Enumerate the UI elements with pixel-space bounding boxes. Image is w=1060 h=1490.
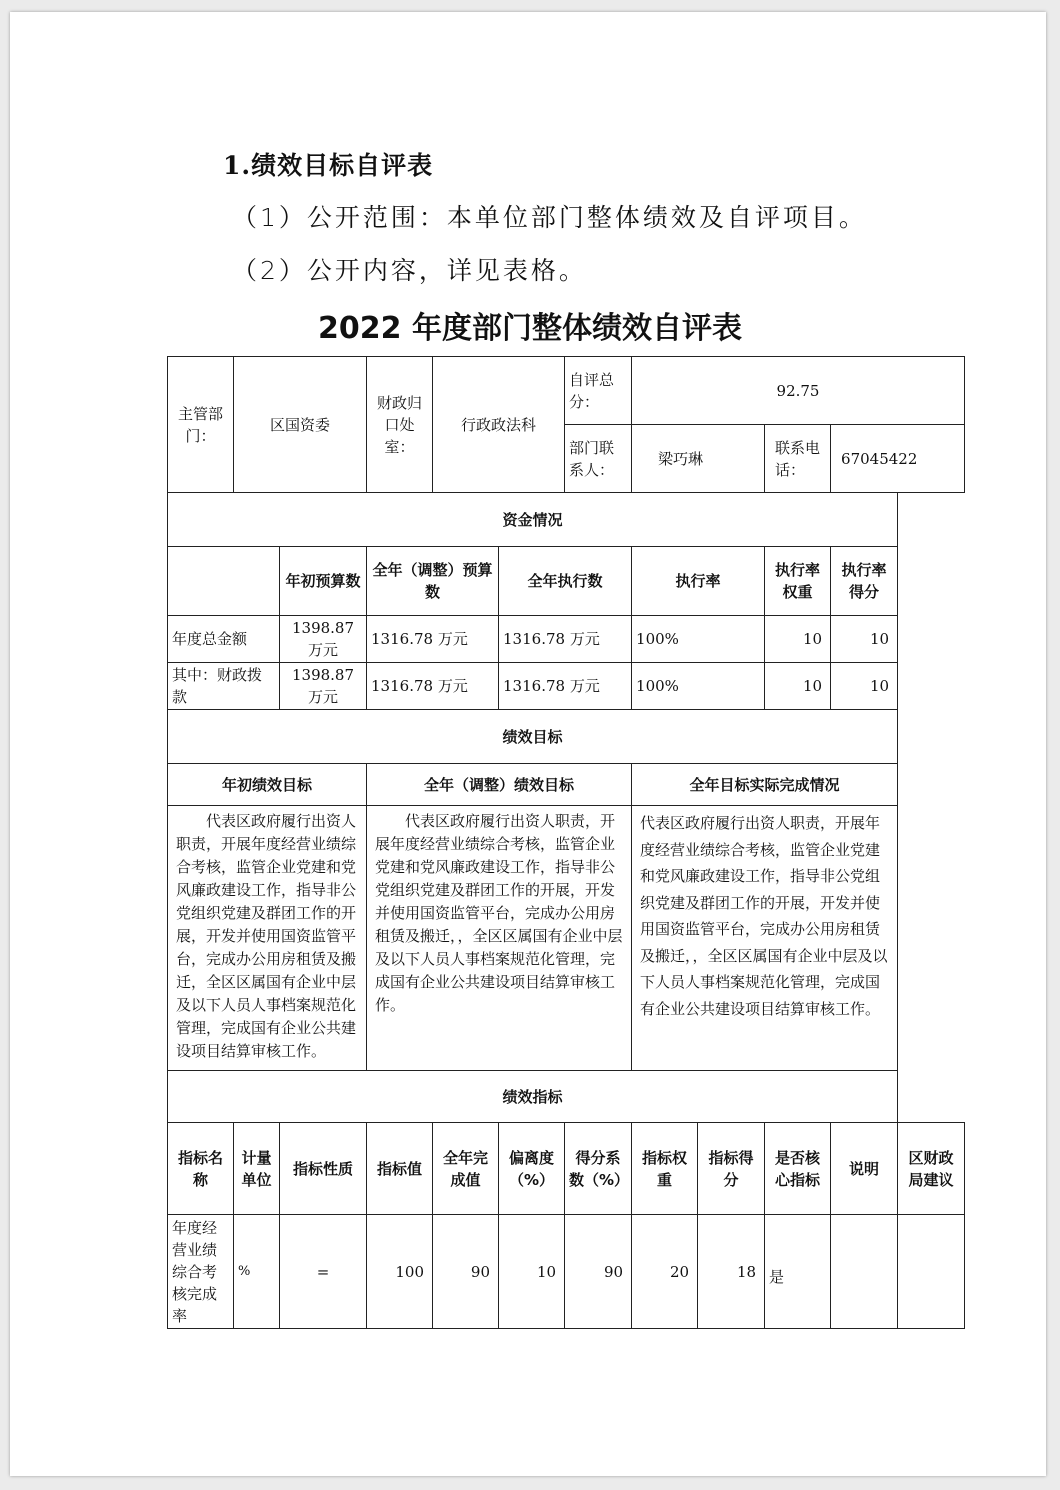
finance-office-value-cell: 行政政法科	[433, 357, 565, 493]
ind-row-nature: =	[280, 1215, 367, 1329]
ind-col-value: 指标值	[367, 1123, 433, 1215]
funds-row-initial: 1398.87 万元	[280, 616, 367, 663]
dept-value-cell: 区国资委	[234, 357, 367, 493]
ind-col-note: 说明	[831, 1123, 898, 1215]
score-label-cell: 自评总分：	[565, 357, 632, 425]
goals-col-initial: 年初绩效目标	[168, 764, 367, 806]
funds-row-weight: 10	[765, 616, 831, 663]
actual-completion-text: 代表区政府履行出资人职责，开展年度经营业绩综合考核，监管企业党建和党风廉政建设工作，指导非公党组织党建及群团工作的开展，开发并使用国资监管平台，完成办公用房租赁及搬迁，，全区区属国有企业中层及以下人员人事档案规范化管理，完成国有企业公共建设项目结算审核工作。	[632, 806, 898, 1071]
ind-row-advice	[898, 1215, 965, 1329]
goals-section-title: 绩效目标	[168, 710, 898, 764]
ind-row-value: 100	[367, 1215, 433, 1329]
ind-row-coef: 90	[565, 1215, 632, 1329]
funds-row-adjusted: 1316.78 万元	[367, 663, 499, 710]
funds-row-executed: 1316.78 万元	[499, 663, 632, 710]
score-value-cell: 92.75	[632, 357, 965, 425]
ind-row-score: 18	[698, 1215, 765, 1329]
adjusted-goal-text: 代表区政府履行出资人职责，开展年度经营业绩综合考核，监管企业党建和党风廉政建设工作，指导非公党组织党建及群团工作的开展，开发并使用国资监管平台，完成办公用房租赁及搬迁，，全区区属国有企业中层及以下人员人事档案规范化管理，完成国有企业公共建设项目结算审核工作。	[367, 806, 632, 1071]
ind-row-weight: 20	[632, 1215, 698, 1329]
ind-col-nature: 指标性质	[280, 1123, 367, 1215]
funds-row-label: 年度总金额	[168, 616, 280, 663]
ind-row-completed: 90	[433, 1215, 499, 1329]
funds-row-executed: 1316.78 万元	[499, 616, 632, 663]
goals-col-adjusted: 全年（调整）绩效目标	[367, 764, 632, 806]
ind-col-coef: 得分系数（%）	[565, 1123, 632, 1215]
funds-row-adjusted: 1316.78 万元	[367, 616, 499, 663]
ind-col-advice: 区财政局建议	[898, 1123, 965, 1215]
funds-section-title: 资金情况	[168, 493, 898, 547]
table-title: 2022 年度部门整体绩效自评表	[318, 311, 742, 346]
phone-value-cell: 67045422	[831, 425, 965, 493]
contact-label-cell: 部门联系人：	[565, 425, 632, 493]
funds-row-initial: 1398.87 万元	[280, 663, 367, 710]
funds-col-weight: 执行率权重	[765, 547, 831, 616]
ind-row-core: 是	[765, 1215, 831, 1329]
funds-col-adjusted: 全年（调整）预算数	[367, 547, 499, 616]
ind-col-weight: 指标权重	[632, 1123, 698, 1215]
ind-row-name: 年度经营业绩综合考核完成率	[168, 1215, 234, 1329]
scope-paragraph: （1）公开范围：本单位部门整体绩效及自评项目。	[232, 203, 867, 232]
ind-row-unit: %	[234, 1215, 280, 1329]
ind-col-score: 指标得分	[698, 1123, 765, 1215]
funds-row-rate: 100%	[632, 616, 765, 663]
funds-row-weight: 10	[765, 663, 831, 710]
ind-col-core: 是否核心指标	[765, 1123, 831, 1215]
evaluation-table	[167, 356, 965, 1329]
funds-col-rate: 执行率	[632, 547, 765, 616]
initial-goal-text: 代表区政府履行出资人职责，开展年度经营业绩综合考核，监管企业党建和党风廉政建设工作，指导非公党组织党建及群团工作的开展，开发并使用国资监管平台，完成办公用房租赁及搬迁，全区区属国有企业中层及以下人员人事档案规范化管理，完成国有企业公共建设项目结算审核工作。	[168, 806, 367, 1071]
dept-label-cell: 主管部门：	[168, 357, 234, 493]
table-row	[168, 616, 965, 663]
goals-col-actual: 全年目标实际完成情况	[632, 764, 898, 806]
ind-row-deviation: 10	[499, 1215, 565, 1329]
table-row	[168, 1215, 965, 1329]
ind-col-name: 指标名称	[168, 1123, 234, 1215]
contact-value-cell: 梁巧琳	[632, 425, 765, 493]
ind-col-completed: 全年完成值	[433, 1123, 499, 1215]
section-heading: 1.绩效目标自评表	[223, 151, 434, 180]
funds-row-score: 10	[831, 663, 898, 710]
indicators-section-title: 绩效指标	[168, 1071, 898, 1123]
funds-row-score: 10	[831, 616, 898, 663]
funds-col-score: 执行率得分	[831, 547, 898, 616]
content-paragraph: （2）公开内容，详见表格。	[232, 256, 587, 285]
funds-col-executed: 全年执行数	[499, 547, 632, 616]
ind-row-note	[831, 1215, 898, 1329]
funds-row-label: 其中：财政拨款	[168, 663, 280, 710]
funds-row-rate: 100%	[632, 663, 765, 710]
ind-col-unit: 计量单位	[234, 1123, 280, 1215]
phone-label-cell: 联系电话：	[765, 425, 831, 493]
funds-col-initial: 年初预算数	[280, 547, 367, 616]
finance-office-label-cell: 财政归口处室：	[367, 357, 433, 493]
ind-col-deviation: 偏离度（%）	[499, 1123, 565, 1215]
funds-header-blank	[168, 547, 280, 616]
table-row	[168, 663, 965, 710]
